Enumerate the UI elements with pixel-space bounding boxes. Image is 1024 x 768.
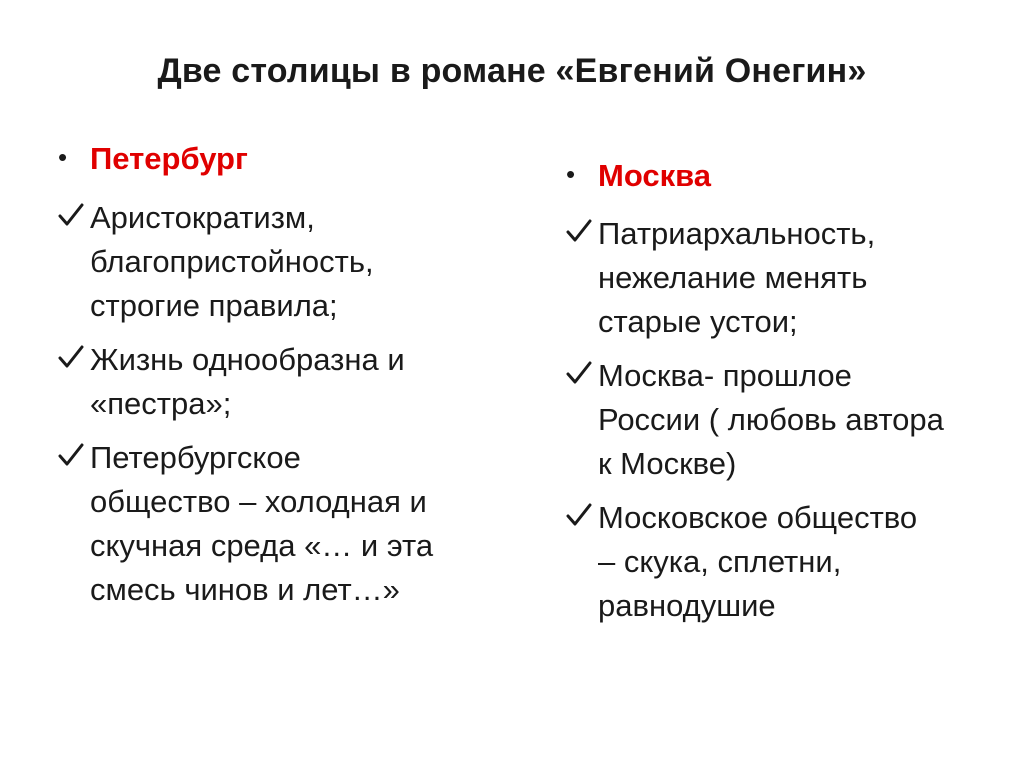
bullet-icon: • xyxy=(566,159,576,189)
list-item-text: Московское общество – скука, сплетни, равнодушие xyxy=(598,500,918,623)
list-moscow xyxy=(566,212,944,638)
list-item xyxy=(566,354,944,486)
list-item xyxy=(58,436,433,612)
check-mark-icon xyxy=(566,212,598,252)
list-item xyxy=(566,212,944,344)
slide-title: Две столицы в романе «Евгений Онегин» xyxy=(157,52,867,90)
list-item xyxy=(566,496,944,628)
list-item-text: Аристократизм, благопристойность, строгие правила; xyxy=(90,200,374,323)
heading-petersburg: Петербург xyxy=(90,141,248,176)
heading-moscow: Москва xyxy=(598,158,711,193)
list-item-text: Москва- прошлое России ( любовь автора к Москве) xyxy=(598,358,944,481)
list-item xyxy=(58,338,433,426)
check-mark-icon xyxy=(566,496,598,536)
heading-row-moscow xyxy=(566,157,711,195)
check-mark-icon xyxy=(566,354,598,394)
list-petersburg xyxy=(58,196,433,622)
list-item xyxy=(58,196,433,328)
check-mark-icon xyxy=(58,436,90,476)
check-mark-icon xyxy=(58,338,90,378)
heading-row-petersburg xyxy=(58,140,248,178)
bullet-icon: • xyxy=(58,142,68,172)
list-item-text: Патриархальность, нежелание менять старые устои; xyxy=(598,216,876,339)
list-item-text: Жизнь однообразна и «пестра»; xyxy=(90,342,405,421)
check-mark-icon xyxy=(58,196,90,236)
list-item-text: Петербургское общество – холодная и скучная среда «… и эта смесь чинов и лет…» xyxy=(90,440,434,607)
